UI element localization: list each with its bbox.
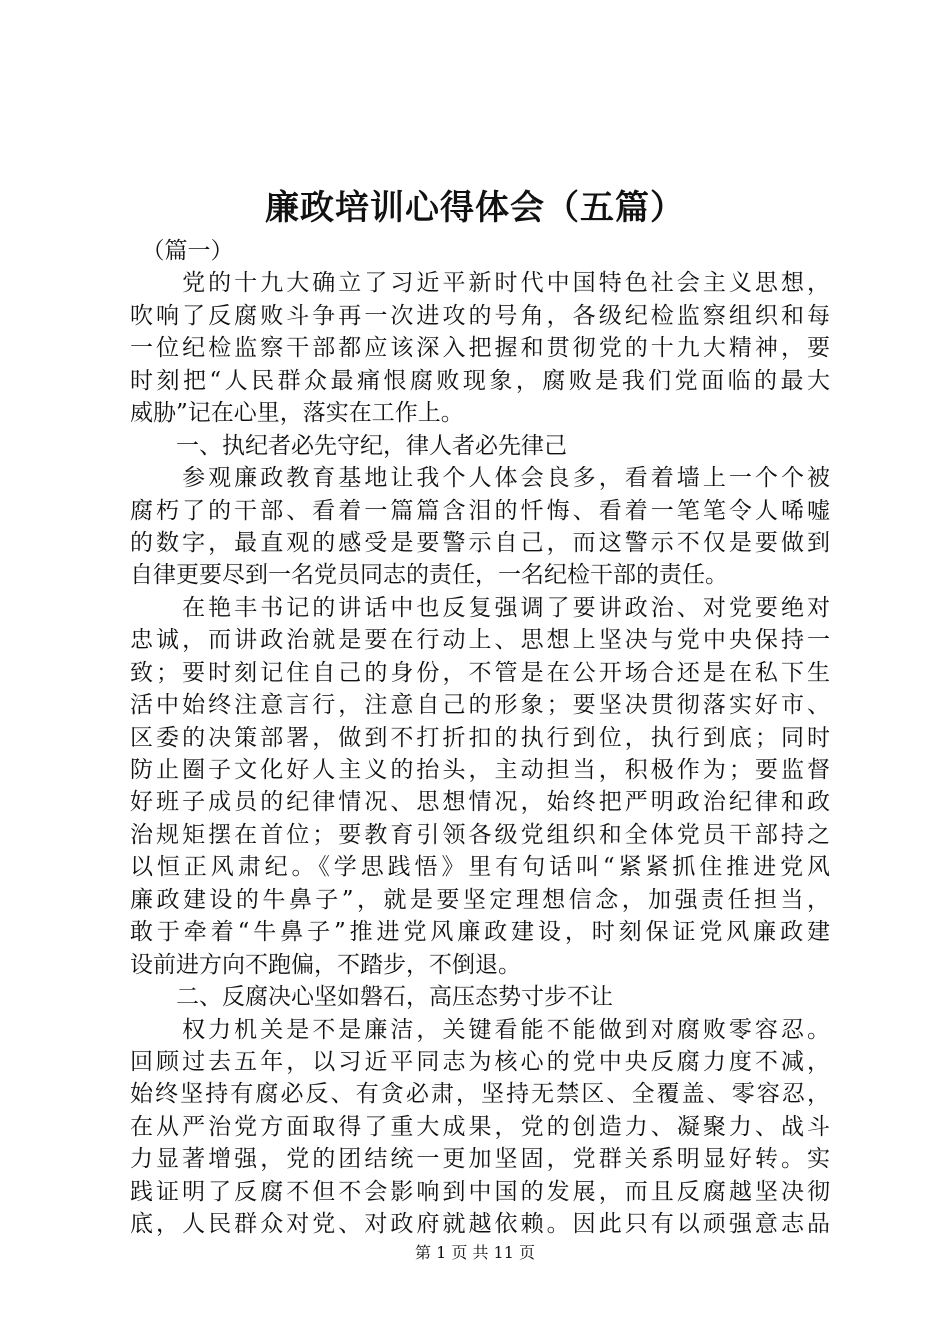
text-line: 设前进方向不跑偏，不踏步，不倒退。	[130, 951, 521, 978]
document-title: 廉政培训心得体会（五篇）	[265, 188, 685, 228]
text-line: 忠诚，而讲政治就是要在行动上、思想上坚决与党中央保持一	[130, 627, 830, 654]
text-line: 一位纪检监察干部都应该深入把握和贯彻党的十九大精神，要	[130, 335, 830, 362]
text-line: 吹响了反腐败斗争再一次进攻的号角，各级纪检监察组织和每	[130, 302, 830, 329]
text-line: 治规矩摆在首位；要教育引领各级党组织和全体党员干部持之	[130, 821, 830, 848]
text-line: 威胁”记在心里，落实在工作上。	[130, 400, 464, 427]
text-line: 二、反腐决心坚如磐石，高压态势寸步不让	[130, 984, 613, 1011]
text-line: 以恒正风肃纪。《学思践悟》里有句话叫“紧紧抓住推进党风	[130, 854, 830, 881]
text-line: 腐朽了的干部、看着一篇篇含泪的忏悔、看着一笔笔令人唏嘘	[130, 497, 830, 524]
page-footer: 第 1 页 共 11 页	[415, 1243, 535, 1262]
text-line: 党的十九大确立了习近平新时代中国特色社会主义思想，	[130, 270, 830, 297]
document-body	[130, 235, 830, 1241]
text-line: 区委的决策部署，做到不打折扣的执行到位，执行到底；同时	[130, 724, 830, 751]
text-line: 致；要时刻记住自己的身份，不管是在公开场合还是在私下生	[130, 659, 830, 686]
text-line: 活中始终注意言行，注意自己的形象；要坚决贯彻落实好市、	[130, 692, 830, 719]
text-line: 在从严治党方面取得了重大成果，党的创造力、凝聚力、战斗	[130, 1113, 830, 1140]
text-line: 底，人民群众对党、对政府就越依赖。因此只有以顽强意志品	[130, 1211, 830, 1238]
text-line: 践证明了反腐不但不会影响到中国的发展，而且反腐越坚决彻	[130, 1178, 830, 1205]
text-line: 在艳丰书记的讲话中也反复强调了要讲政治、对党要绝对	[130, 594, 830, 621]
text-line: 一、执纪者必先守纪，律人者必先律己	[130, 432, 567, 459]
text-line: 参观廉政教育基地让我个人体会良多，看着墙上一个个被	[130, 465, 830, 492]
text-line: 的数字，最直观的感受是要警示自己，而这警示不仅是要做到	[130, 529, 830, 556]
text-line: （篇一）	[130, 238, 234, 264]
text-line: 廉政建设的牛鼻子”，就是要坚定理想信念，加强责任担当，	[130, 886, 830, 913]
text-line: 力显著增强，党的团结统一更加坚固，党群关系明显好转。实	[130, 1146, 830, 1173]
text-line: 敢于牵着“牛鼻子”推进党风廉政建设，时刻保证党风廉政建	[130, 919, 830, 946]
text-line: 防止圈子文化好人主义的抬头，主动担当，积极作为；要监督	[130, 757, 830, 783]
text-line: 回顾过去五年，以习近平同志为核心的党中央反腐力度不减，	[130, 1048, 830, 1075]
text-line: 权力机关是不是廉洁，关键看能不能做到对腐败零容忍。	[130, 1016, 830, 1043]
text-line: 时刻把“人民群众最痛恨腐败现象，腐败是我们党面临的最大	[130, 367, 830, 394]
text-line: 好班子成员的纪律情况、思想情况，始终把严明政治纪律和政	[130, 789, 830, 816]
text-line: 始终坚持有腐必反、有贪必肃，坚持无禁区、全覆盖、零容忍，	[130, 1081, 830, 1108]
text-line: 自律更要尽到一名党员同志的责任，一名纪检干部的责任。	[130, 562, 728, 589]
